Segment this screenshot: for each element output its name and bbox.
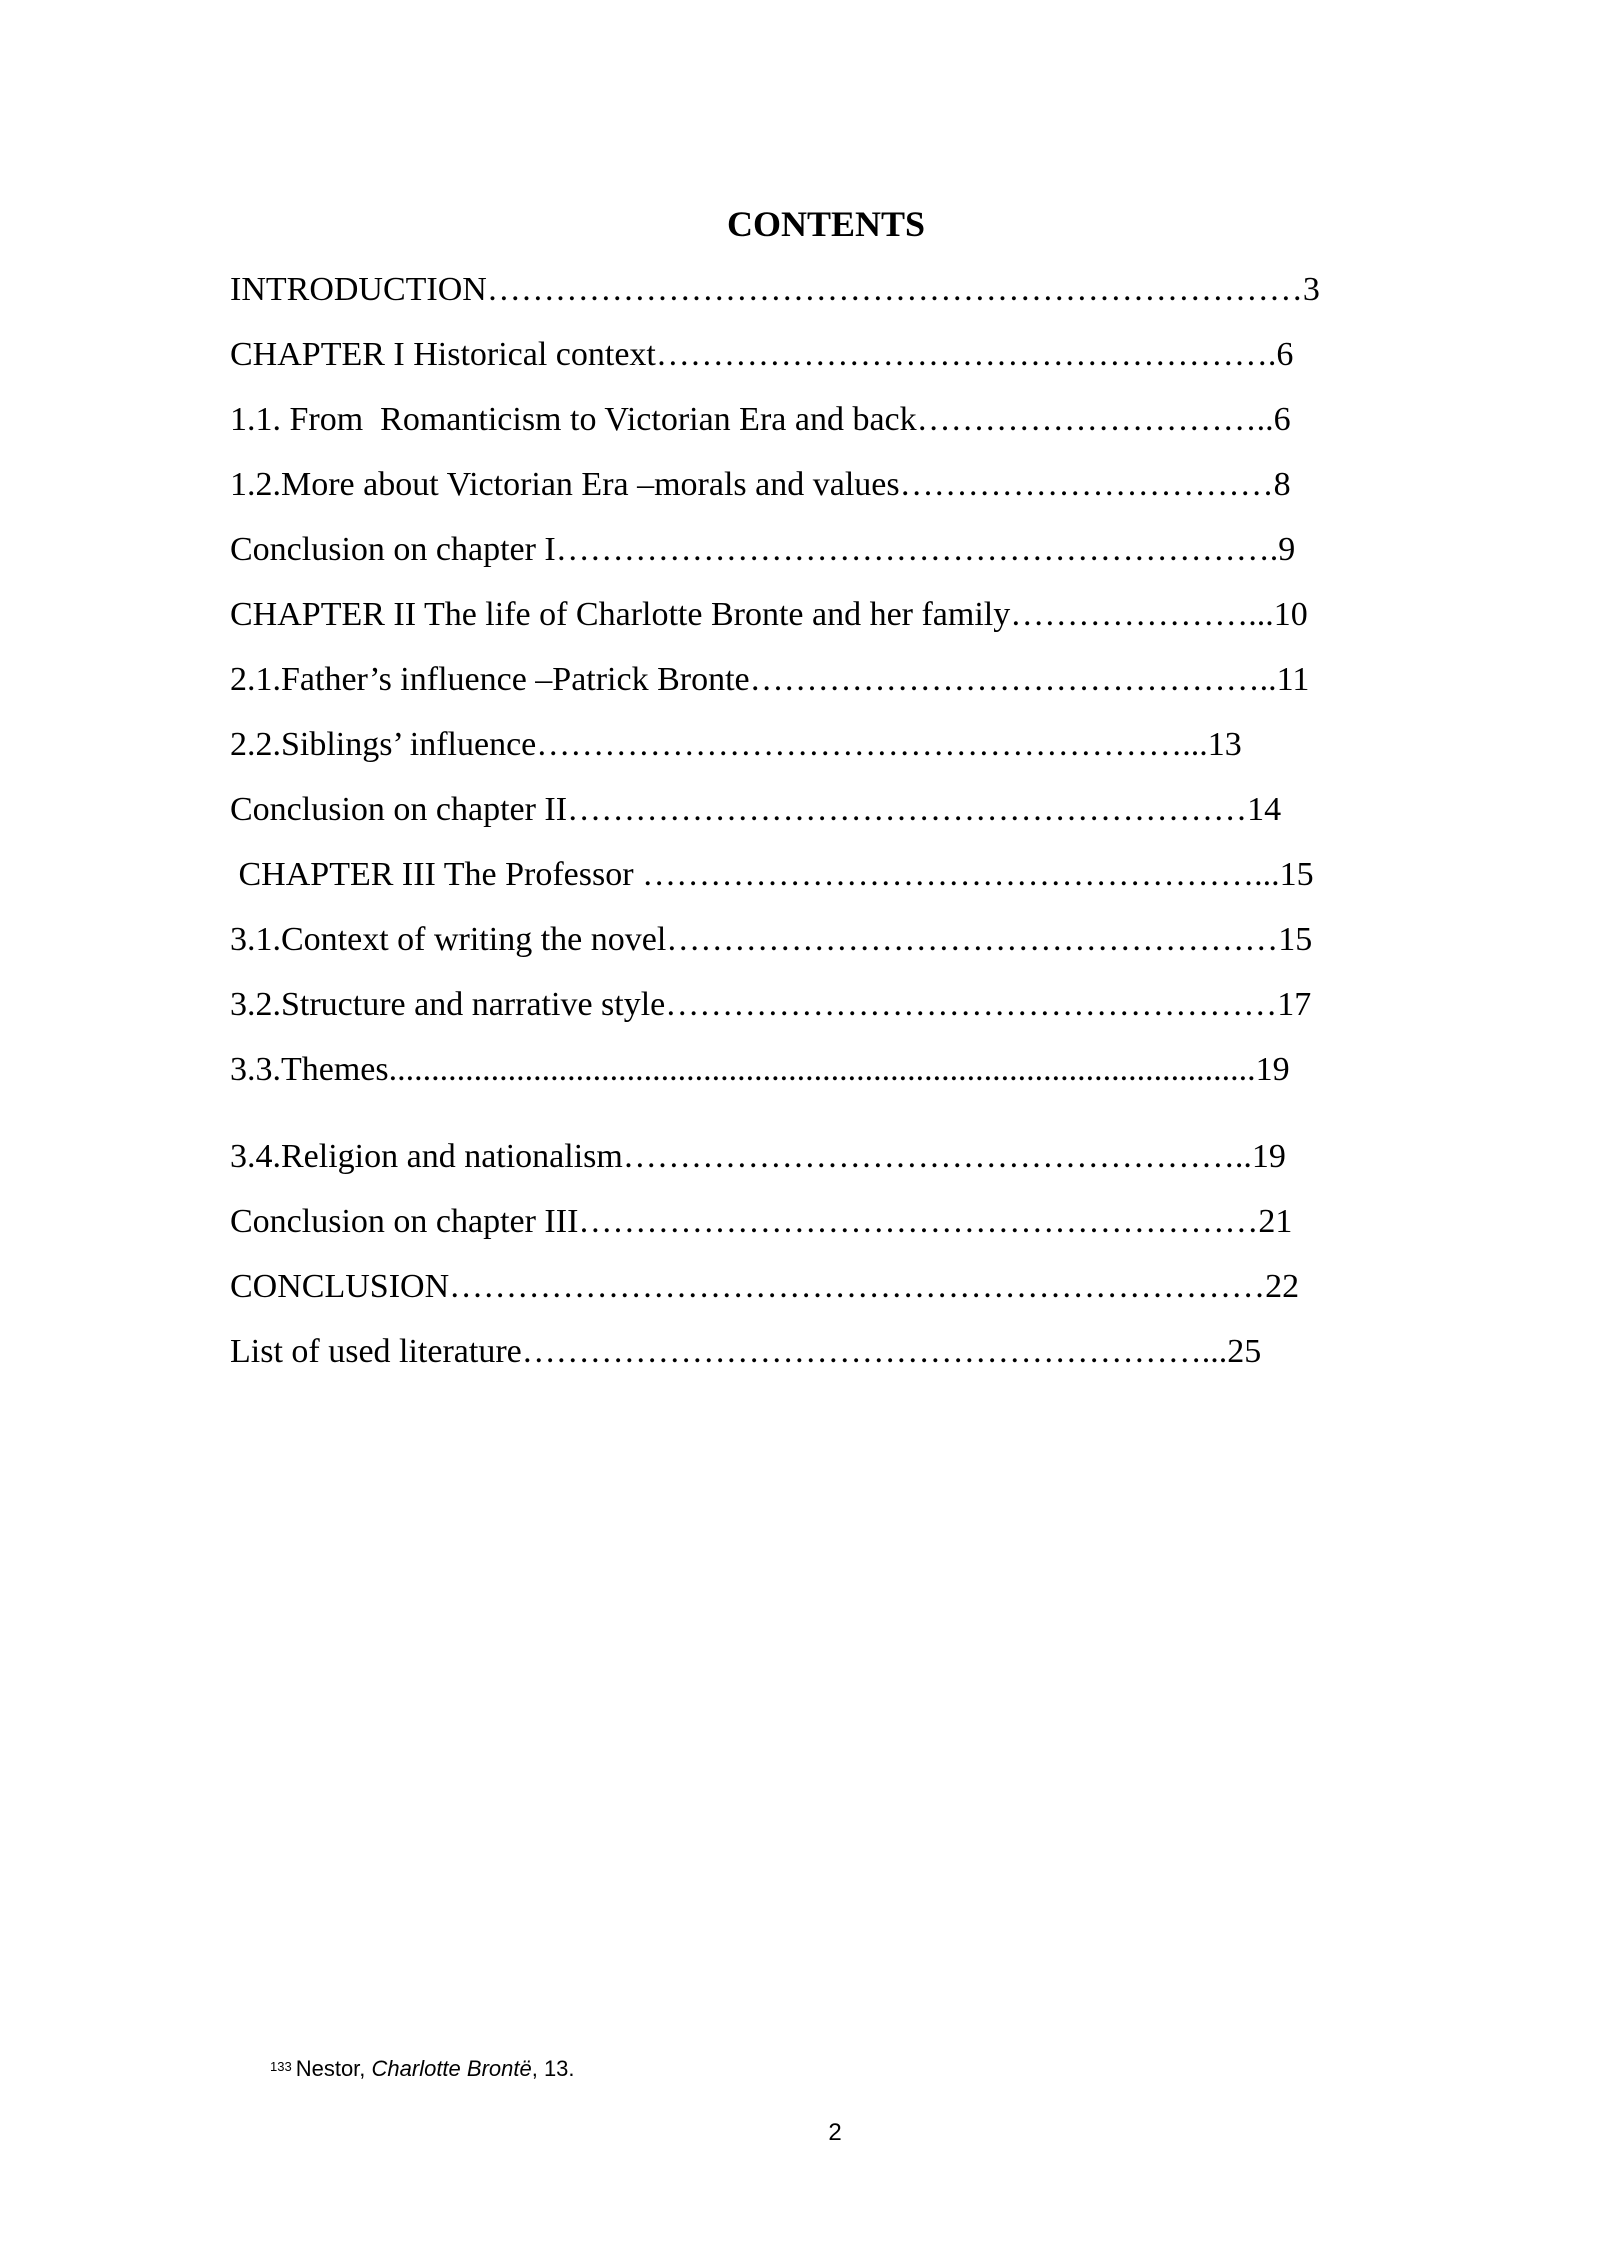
toc-entry-introduction — [230, 270, 1320, 310]
toc-entry-leader: ……………………………………………………………… — [486, 271, 1303, 308]
toc-entry-label: INTRODUCTION — [230, 271, 487, 308]
footnote-work: Charlotte Brontë — [371, 2056, 532, 2081]
toc-entry-page: 8 — [1273, 466, 1291, 503]
toc-entry-3-3 — [230, 1050, 1290, 1090]
toc-entry-label: Conclusion on chapter I — [230, 531, 556, 568]
toc-entry-chapter-3 — [230, 855, 1314, 895]
footnote-marker: 133 — [270, 2059, 292, 2074]
toc-entry-page: 9 — [1278, 531, 1296, 568]
toc-entry-leader: …………………………… — [899, 466, 1274, 503]
toc-entry-label: 3.2.Structure and narrative style — [230, 986, 666, 1023]
toc-entry-label: Conclusion on chapter II — [230, 791, 568, 828]
toc-entry-page: 10 — [1273, 596, 1308, 633]
page-title: CONTENTS — [726, 204, 926, 244]
toc-entry-literature — [230, 1332, 1261, 1372]
toc-entry-label: 2.1.Father’s influence –Patrick Bronte — [230, 661, 750, 698]
toc-entry-label: 3.4.Religion and nationalism — [230, 1138, 623, 1175]
toc-entry-conclusion — [230, 1267, 1299, 1307]
toc-entry-page: 13 — [1207, 726, 1242, 763]
toc-entry-page: 21 — [1258, 1203, 1293, 1240]
footnote-rest: , 13. — [531, 2056, 575, 2081]
toc-entry-page: 15 — [1278, 921, 1313, 958]
toc-entry-label: CHAPTER I Historical context — [230, 336, 656, 373]
footnote — [270, 2055, 575, 2083]
toc-entry-1-2 — [230, 465, 1291, 505]
toc-entry-label: 3.3.Themes — [230, 1051, 389, 1088]
toc-entry-leader: ………………………………………………. — [655, 336, 1277, 373]
toc-entry-page: 22 — [1265, 1268, 1300, 1305]
toc-entry-leader: ……………………………………………………... — [521, 1333, 1228, 1370]
toc-entry-3-2 — [230, 985, 1311, 1025]
toc-entry-label: List of used literature — [230, 1333, 522, 1370]
toc-entry-2-1 — [230, 660, 1309, 700]
toc-entry-page: 3 — [1302, 271, 1320, 308]
toc-entry-page: 19 — [1251, 1138, 1286, 1175]
toc-entry-conclusion-3 — [230, 1202, 1292, 1242]
toc-entry-chapter-2 — [230, 595, 1308, 635]
toc-entry-1-1 — [230, 400, 1291, 440]
toc-entry-label: 1.2.More about Victorian Era –morals and values — [230, 466, 900, 503]
toc-entry-label: 3.1.Context of writing the novel — [230, 921, 667, 958]
toc-entry-leader: ………………………………………………... — [642, 856, 1280, 893]
toc-entry-2-2 — [230, 725, 1242, 765]
toc-entry-3-4 — [230, 1137, 1286, 1177]
toc-entry-page: 25 — [1227, 1333, 1262, 1370]
toc-entry-leader: ………………………….. — [916, 401, 1274, 438]
toc-entry-page: 15 — [1279, 856, 1314, 893]
toc-entry-leader: …………………………………………………… — [578, 1203, 1259, 1240]
toc-entry-leader: ...................................................................................................... — [388, 1051, 1256, 1088]
toc-entry-label: Conclusion on chapter III — [230, 1203, 579, 1240]
page-number: 2 — [828, 2119, 842, 2146]
toc-entry-label: 1.1. From Romanticism to Victorian Era and back — [230, 401, 917, 438]
toc-entry-conclusion-1 — [230, 530, 1295, 570]
footnote-author: Nestor, — [295, 2056, 372, 2081]
toc-entry-label: CHAPTER III The Professor — [230, 856, 643, 893]
toc-entry-page: 6 — [1276, 336, 1294, 373]
toc-entry-leader: …………………………………………………... — [536, 726, 1208, 763]
toc-entry-page: 6 — [1273, 401, 1291, 438]
toc-entry-leader: …………………………………………………… — [567, 791, 1248, 828]
toc-entry-leader: ……………………………………………… — [665, 986, 1278, 1023]
toc-entry-leader: ……………………………………….. — [749, 661, 1277, 698]
toc-entry-chapter-1 — [230, 335, 1293, 375]
toc-entry-3-1 — [230, 920, 1312, 960]
toc-entry-leader: ………………………………………………………. — [555, 531, 1279, 568]
toc-entry-page: 19 — [1255, 1051, 1290, 1088]
toc-entry-leader: ……………………………………………….. — [622, 1138, 1252, 1175]
toc-entry-leader: ……………………………………………… — [666, 921, 1279, 958]
toc-entry-page: 14 — [1247, 791, 1282, 828]
toc-entry-label: CONCLUSION — [230, 1268, 450, 1305]
toc-entry-label: CHAPTER II The life of Charlotte Bronte and her family — [230, 596, 1011, 633]
toc-entry-page: 11 — [1276, 661, 1310, 698]
toc-entry-conclusion-2 — [230, 790, 1281, 830]
toc-entry-leader: ……………………………………………………………… — [449, 1268, 1266, 1305]
toc-entry-label: 2.2.Siblings’ influence — [230, 726, 537, 763]
toc-entry-leader: …………………... — [1010, 596, 1274, 633]
toc-entry-page: 17 — [1277, 986, 1312, 1023]
